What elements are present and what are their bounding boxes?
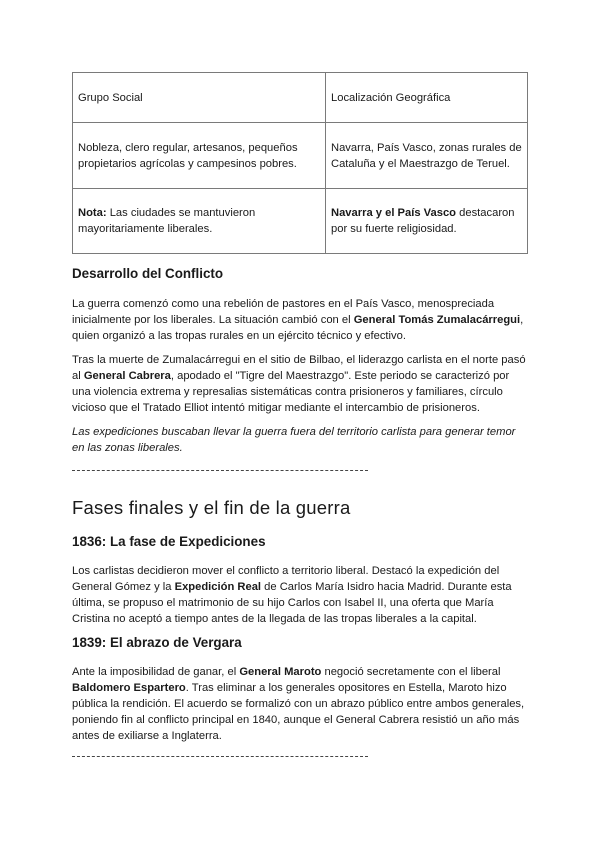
paragraph — [72, 352, 530, 416]
subsection-heading-1836: 1836: La fase de Expediciones — [72, 534, 266, 549]
table-cell-region-note — [326, 189, 528, 254]
paragraph — [72, 296, 530, 344]
separator-line — [72, 470, 368, 471]
paragraph-text: Ante la imposibilidad de ganar, el — [72, 666, 240, 678]
paragraph-text: . Tras eliminar a los generales opositores en Estella, Maroto hizo pública la rendición. El acuerdo se formalizó con un abrazo público entre ambos generales, poniendo fin al conflicto principal en 1840, aunque el General Cabrera resistió un año más antes de exiliarse a Inglaterra. — [72, 682, 525, 742]
paragraph-text: Tras la muerte de Zumalacárregui en el sitio de Bilbao, el liderazgo carlista en el norte pasó al — [72, 354, 526, 382]
bold-name: Expedición Real — [174, 581, 262, 593]
table-row — [73, 73, 528, 123]
social-groups-table — [72, 72, 528, 254]
note-text: Las ciudades se mantuvieron mayoritariamente liberales. — [78, 207, 256, 235]
paragraph-text: Los carlistas decidieron mover el conflicto a territorio liberal. Destacó la expedición del General Gómez y la — [72, 565, 500, 593]
separator-line — [72, 756, 368, 757]
table-row — [73, 189, 528, 254]
table-row — [73, 123, 528, 189]
region-label: Navarra y el País Vasco — [331, 207, 457, 219]
table-cell: Navarra, País Vasco, zonas rurales de Cataluña y el Maestrazgo de Teruel. — [326, 123, 528, 189]
paragraph-text: , quien organizó a las tropas rurales en un ejército técnico y efectivo. — [72, 314, 524, 342]
paragraph-text: negoció secretamente con el liberal — [321, 666, 501, 678]
section-heading-fases: Fases finales y el fin de la guerra — [72, 497, 351, 518]
paragraph-text: , apodado el "Tigre del Maestrazgo". Este periodo se caracterizó por una violencia extrema y represalias sistemáticas contra prisioneros y familiares, círculo vicioso que el Tratado Elliot intentó mitigar mediante el intercambio de prisioneros. — [72, 370, 510, 414]
section-heading-desarrollo: Desarrollo del Conflicto — [72, 266, 224, 281]
table-header-grupo-social: Grupo Social — [73, 73, 326, 123]
bold-name: Baldomero Espartero — [72, 682, 186, 694]
paragraph-text: La guerra comenzó como una rebelión de pastores en el País Vasco, menospreciada inicialmente por los liberales. La situación cambió con el — [72, 298, 495, 326]
table-cell-note — [73, 189, 326, 254]
subsection-heading-1839: 1839: El abrazo de Vergara — [72, 635, 242, 650]
table-header-localizacion: Localización Geográfica — [326, 73, 528, 123]
italic-text: Las expediciones buscaban llevar la guerra fuera del territorio carlista para generar temor en las zonas liberales. — [72, 426, 516, 454]
paragraph — [72, 563, 530, 627]
paragraph — [72, 664, 530, 744]
table-cell: Nobleza, clero regular, artesanos, pequeños propietarios agrícolas y campesinos pobres. — [73, 123, 326, 189]
paragraph-text: de Carlos María Isidro hacia Madrid. Durante esta última, se propuso el matrimonio de su hijo Carlos con Isabel II, una oferta que María Cristina no aceptó a tiempo antes de la llegada de las tropas liberales a la capital. — [72, 581, 512, 625]
bold-name: General Maroto — [239, 666, 322, 678]
bold-name: General Tomás Zumalacárregui — [353, 314, 521, 326]
note-label: Nota: — [78, 207, 107, 219]
region-text: destacaron por su fuerte religiosidad. — [331, 207, 515, 235]
italic-paragraph — [72, 424, 530, 456]
bold-name: General Cabrera — [83, 370, 171, 382]
